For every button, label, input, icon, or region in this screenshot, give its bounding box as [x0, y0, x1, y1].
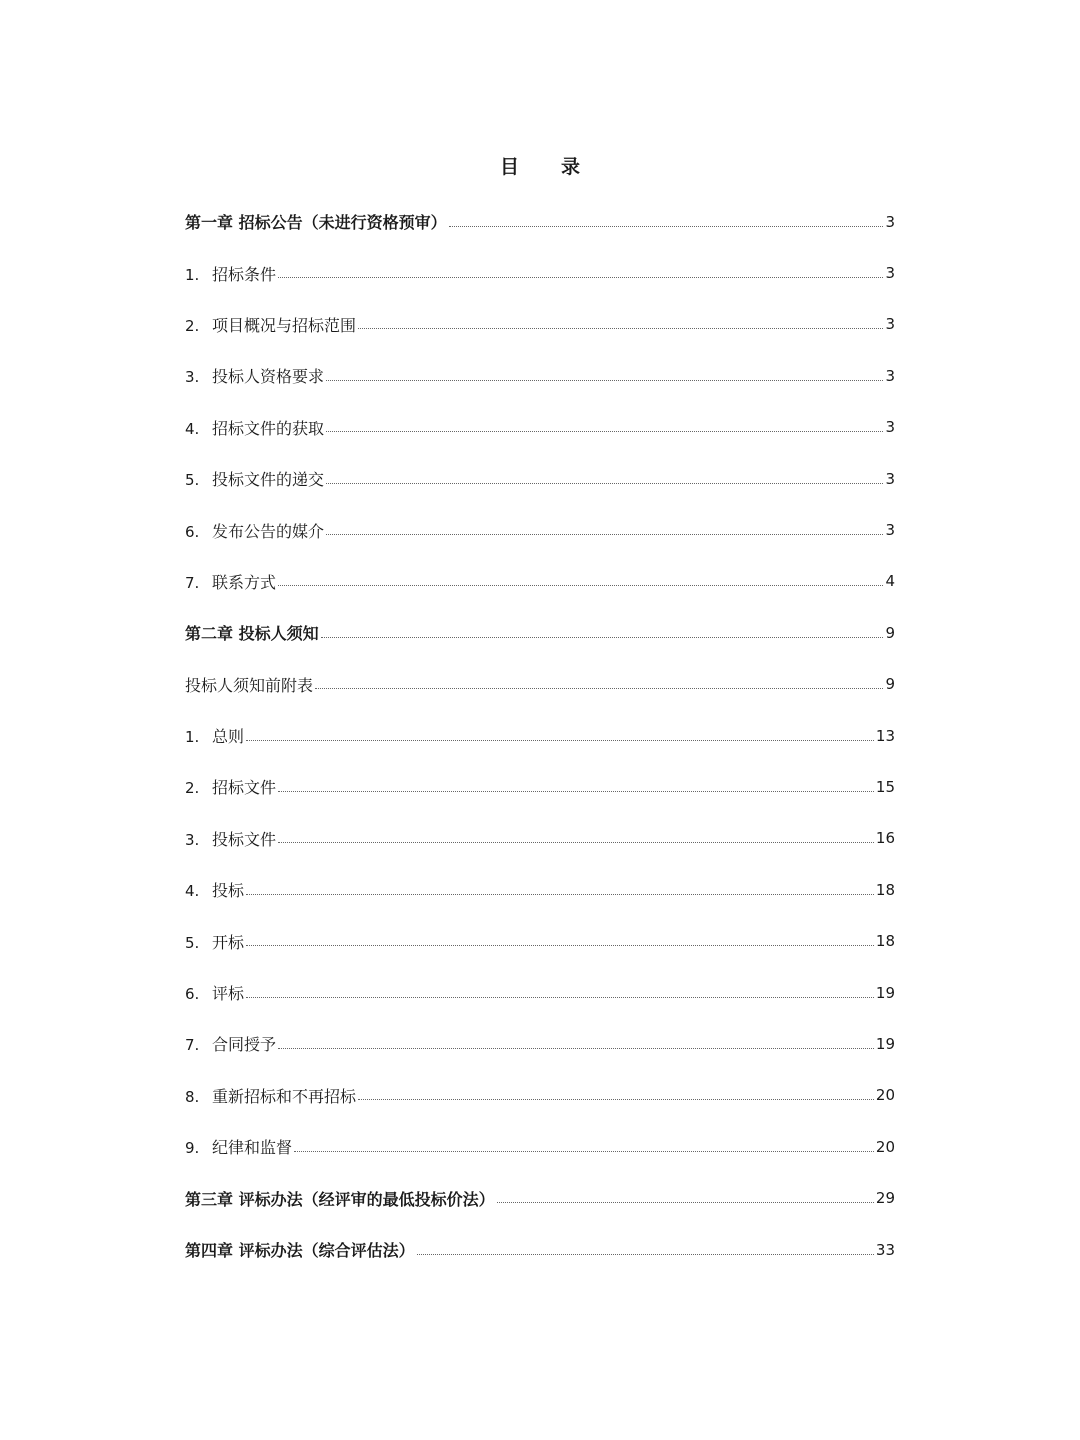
toc-entry-text: 第三章 评标办法（经评审的最低投标价法） [185, 1189, 495, 1209]
toc-entry-label [185, 981, 244, 1004]
toc-entry-number: 7. [185, 1036, 200, 1055]
toc-entry-text: 投标 [212, 881, 245, 901]
toc-entry-number: 5. [185, 933, 200, 952]
toc-dot-leader [246, 996, 874, 998]
toc-entry-number: 4. [185, 882, 200, 901]
toc-page-number: 20 [875, 1086, 895, 1105]
toc-entry-text: 投标文件的递交 [212, 470, 325, 490]
toc-entry-number: 6. [185, 522, 200, 541]
toc-dot-leader [417, 1253, 874, 1255]
toc-entry-label [185, 775, 276, 798]
toc-dot-leader [294, 1150, 874, 1152]
toc-entry[interactable] [185, 556, 895, 607]
toc-entry[interactable] [185, 1070, 895, 1121]
toc-page-number: 18 [875, 932, 895, 951]
toc-page-number: 19 [875, 1034, 895, 1053]
toc-title [0, 150, 1080, 184]
toc-page-number: 3 [885, 418, 895, 437]
toc-entry-text: 项目概况与招标范围 [212, 315, 357, 335]
toc-page-number: 3 [885, 469, 895, 488]
toc-entry-label [185, 724, 244, 747]
toc-entry-text: 开标 [212, 932, 245, 952]
toc-entry-text: 评标 [212, 984, 245, 1004]
toc-page-number: 19 [875, 983, 895, 1002]
toc-dot-leader [497, 1201, 874, 1203]
toc-entry-label [185, 1187, 495, 1210]
toc-dot-leader [278, 584, 883, 586]
toc-entry-text: 第一章 招标公告（未进行资格预审） [185, 213, 447, 233]
toc-entry-text: 联系方式 [212, 572, 277, 592]
toc-entry-text: 第二章 投标人须知 [185, 624, 319, 644]
toc-entry-text: 发布公告的媒介 [212, 521, 325, 541]
toc-dot-leader [326, 379, 883, 381]
toc-entry-text: 招标条件 [212, 264, 277, 284]
toc-entry-label [185, 364, 324, 387]
toc-page-number: 3 [885, 315, 895, 334]
toc-entry-label [185, 416, 324, 439]
toc-page-number: 20 [875, 1137, 895, 1156]
toc-chapter-entry[interactable] [185, 196, 895, 247]
toc-dot-leader [246, 739, 874, 741]
toc-page-number: 29 [875, 1189, 895, 1208]
toc-entry-number: 8. [185, 1087, 200, 1106]
toc-entry[interactable] [185, 1121, 895, 1172]
toc-entry-label [185, 827, 276, 850]
toc-entry-text: 合同授予 [212, 1035, 277, 1055]
toc-entry-text: 投标人须知前附表 [185, 675, 314, 695]
toc-entry-label [185, 621, 319, 644]
toc-dot-leader [315, 687, 883, 689]
toc-page-number: 33 [875, 1240, 895, 1259]
toc-entry[interactable] [185, 813, 895, 864]
toc-dot-leader [246, 893, 874, 895]
toc-entry-number: 2. [185, 779, 200, 798]
toc-entry-label [185, 519, 324, 542]
toc-dot-leader [321, 636, 884, 638]
toc-entry-text: 投标文件 [212, 829, 277, 849]
toc-entry-text: 第四章 评标办法（综合评估法） [185, 1241, 415, 1260]
toc-page-number: 9 [885, 675, 895, 694]
toc-entry[interactable] [185, 967, 895, 1018]
toc-entry[interactable] [185, 504, 895, 555]
toc-dot-leader [326, 482, 883, 484]
toc-entry-label [185, 1032, 276, 1055]
toc-page-number: 15 [875, 777, 895, 796]
toc-entry-number: 5. [185, 471, 200, 490]
toc-page-number: 13 [875, 726, 895, 745]
toc-entry-number: 6. [185, 985, 200, 1004]
toc-entry-label [185, 673, 313, 696]
toc-entry[interactable] [185, 453, 895, 504]
toc-entry-label [185, 313, 356, 336]
toc-entry-number: 7. [185, 573, 200, 592]
toc-chapter-entry[interactable] [185, 1224, 895, 1275]
toc-entry[interactable] [185, 247, 895, 298]
toc-page-number: 3 [885, 212, 895, 231]
toc-entry-text: 重新招标和不再招标 [212, 1086, 357, 1106]
toc-entry-text: 招标文件的获取 [212, 418, 325, 438]
toc-entry-label [185, 1084, 356, 1107]
toc-dot-leader [278, 841, 874, 843]
toc-page-number: 3 [885, 521, 895, 540]
toc-entry-label [185, 467, 324, 490]
toc-list [185, 196, 895, 1275]
toc-entry-label [185, 570, 276, 593]
toc-entry-number: 1. [185, 728, 200, 747]
toc-title-right: 录 [561, 156, 581, 178]
toc-entry[interactable] [185, 299, 895, 350]
toc-page-number: 18 [875, 880, 895, 899]
toc-entry-label [185, 210, 447, 233]
toc-dot-leader [246, 944, 874, 946]
toc-entry-number: 2. [185, 316, 200, 335]
toc-entry[interactable] [185, 402, 895, 453]
toc-entry-number: 3. [185, 368, 200, 387]
toc-page-number: 3 [885, 366, 895, 385]
toc-chapter-entry[interactable] [185, 1172, 895, 1223]
toc-entry-label [185, 930, 244, 953]
toc-dot-leader [358, 327, 883, 329]
toc-page-number: 16 [875, 829, 895, 848]
toc-entry[interactable] [185, 659, 895, 710]
toc-dot-leader [278, 1047, 874, 1049]
toc-entry[interactable] [185, 915, 895, 966]
toc-entry-number: 1. [185, 265, 200, 284]
toc-dot-leader [326, 533, 883, 535]
toc-chapter-entry[interactable] [185, 607, 895, 658]
toc-entry-text: 投标人资格要求 [212, 367, 325, 387]
toc-entry-label [185, 1238, 415, 1261]
toc-page-number: 3 [885, 264, 895, 283]
toc-entry[interactable] [185, 761, 895, 812]
toc-entry-text: 总则 [212, 727, 245, 747]
toc-title-left: 目 [499, 156, 519, 178]
toc-entry-label [185, 262, 276, 285]
toc-entry-number: 4. [185, 419, 200, 438]
toc-page-number: 9 [885, 623, 895, 642]
toc-entry-number: 3. [185, 830, 200, 849]
toc-dot-leader [358, 1098, 874, 1100]
toc-entry[interactable] [185, 1018, 895, 1069]
toc-entry[interactable] [185, 864, 895, 915]
toc-page-number: 4 [885, 572, 895, 591]
toc-entry-label [185, 878, 244, 901]
toc-dot-leader [326, 430, 883, 432]
toc-dot-leader [278, 790, 874, 792]
toc-entry[interactable] [185, 350, 895, 401]
toc-entry-number: 9. [185, 1139, 200, 1158]
toc-dot-leader [449, 225, 884, 227]
toc-entry-text: 纪律和监督 [212, 1138, 293, 1158]
toc-entry-label [185, 1135, 292, 1158]
toc-entry-text: 招标文件 [212, 778, 277, 798]
toc-entry[interactable] [185, 710, 895, 761]
toc-dot-leader [278, 276, 883, 278]
